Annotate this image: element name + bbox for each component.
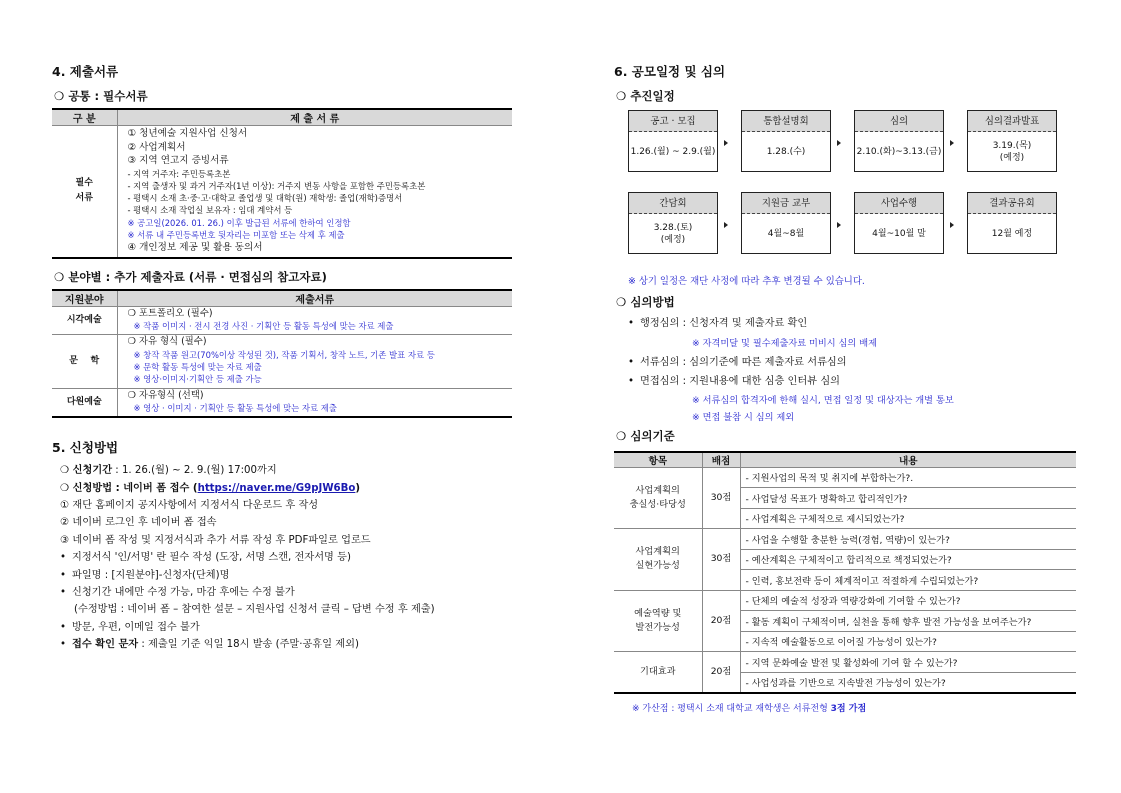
schedule-step-name: 통합설명회 (742, 111, 830, 132)
arrow-right-icon (724, 222, 728, 228)
schedule-step-date: 4월~10월 말 (872, 228, 926, 239)
apply-bullet-text: 지정서식 '인/서명' 란 필수 작성 (도장, 서명 스캔, 전자서명 등) (72, 552, 351, 564)
criteria-question: - 지역 문화예술 발전 및 활성화에 기여 할 수 있는가? (740, 652, 1076, 673)
doc-review: • 서류심의 : 심의기준에 따른 제출자료 서류심의 (628, 356, 847, 368)
field-row (52, 306, 512, 335)
apply-bullet-text: 파일명 : [지원분야]-신청자(단체)명 (72, 569, 230, 581)
criteria-item: 사업계획의 충실성·타당성 (614, 467, 702, 529)
criteria-table (614, 451, 1076, 694)
criteria-item: 사업계획의 실현가능성 (614, 529, 702, 591)
schedule-step-name: 공고 · 모집 (629, 111, 717, 132)
criteria-title: ❍ 심의기준 (616, 428, 675, 443)
apply-method-close: ) (355, 482, 361, 494)
criteria-header-contents: 내용 (740, 452, 1076, 468)
doc-item: ② 사업계획서 (127, 141, 186, 153)
admin-review: • 행정심의 : 신청자격 및 제출자료 확인 (628, 318, 808, 329)
field-header-field: 지원분야 (52, 290, 117, 307)
schedule-step-date: 4월~8월 (767, 228, 805, 239)
confirm-value: : 제출일 기준 익일 18시 발송 (주말·공휴일 제외) (138, 639, 359, 651)
category-cell (52, 126, 117, 258)
criteria-score: 30점 (702, 529, 740, 591)
schedule-step (967, 110, 1057, 172)
criteria-question: - 인력, 홍보전략 등이 체계적이고 적절하게 수립되었는가? (740, 570, 1076, 591)
edit-method: (수정방법 : 네이버 폼 – 참여한 설문 – 지원사업 신청서 클릭 – 답변 수정 후 제출) (74, 604, 435, 616)
apply-period (52, 462, 512, 479)
bonus-note-bold: 3점 가점 (830, 703, 867, 714)
naver-form-link[interactable]: https://naver.me/G9pJW6Bo (197, 482, 356, 494)
field-doc-line: ❍ 포트폴리오 (필수) (127, 307, 213, 319)
schedule-step (628, 110, 718, 172)
admin-review-note: ※ 자격미달 및 필수제출자료 미비시 심의 배제 (692, 337, 877, 349)
field-doc-line: ※ 창작 작품 원고(70%이상 작성된 것), 작품 기획서, 창작 노트, 기존 발표 자료 등 (133, 349, 435, 360)
common-docs-title: ❍ 공통 : 필수서류 (54, 89, 148, 103)
schedule-step-name: 결과공유회 (968, 193, 1056, 214)
schedule-step (854, 110, 944, 172)
apply-bullet: • 신청기간 내에만 수정 가능, 마감 후에는 수정 불가 (60, 587, 295, 598)
apply-method (52, 480, 512, 497)
schedule-step-name: 지원금 교부 (742, 193, 830, 214)
apply-bullet-text: 방문, 우편, 이메일 접수 불가 (72, 621, 200, 633)
schedule-step-name: 사업수행 (855, 193, 943, 214)
criteria-score: 30점 (702, 467, 740, 529)
apply-period-value: : 1. 26.(월) ~ 2. 9.(월) 17:00까지 (112, 465, 277, 477)
apply-step: ② 네이버 로그인 후 네이버 폼 접속 (60, 517, 217, 529)
confirm-label: 접수 확인 문자 (72, 639, 139, 651)
left-column (52, 62, 512, 654)
criteria-question: - 활동 계획이 구체적이며, 실천을 통해 향후 발전 가능성을 보여주는가? (740, 611, 1076, 632)
doc-item: - 지역 거주자: 주민등록초본 (127, 168, 231, 179)
criteria-row (614, 590, 1076, 611)
apply-step: ③ 네이버 폼 작성 및 지정서식과 추가 서류 작성 후 PDF파일로 업로드 (60, 534, 371, 546)
apply-bullet: • 지정서식 '인/서명' 란 필수 작성 (도장, 서명 스캔, 전자서명 등) (60, 552, 351, 564)
bonus-note (614, 702, 1076, 716)
schedule-note: ※ 상기 일정은 재단 사정에 따라 추후 변경될 수 있습니다. (628, 276, 865, 287)
field-row (52, 388, 512, 417)
right-column (614, 62, 1076, 716)
schedule-step (741, 110, 831, 172)
criteria-header-score: 배점 (702, 452, 740, 468)
field-name: 문 학 (52, 335, 117, 388)
apply-step: ① 재단 홈페이지 공지사항에서 지정서식 다운로드 후 작성 (60, 499, 319, 511)
criteria-row (614, 529, 1076, 550)
criteria-row (614, 467, 1076, 488)
interview-note: ※ 면접 불참 시 심의 제외 (692, 411, 795, 423)
doc-item: ① 청년예술 지원사업 신청서 (127, 128, 248, 139)
criteria-item: 기대효과 (614, 652, 702, 693)
apply-bullet: • 방문, 우편, 이메일 접수 불가 (60, 621, 200, 633)
schedule-step (628, 192, 718, 254)
schedule-step-name: 심의 (855, 111, 943, 132)
doc-item: - 지역 출생자 및 과거 거주자(1년 이상): 거주지 변동 사항을 포함한 주민등록초본 (127, 180, 426, 191)
doc-item: ※ 서류 내 주민등록번호 뒷자리는 미포함 또는 삭제 후 제출 (127, 229, 345, 240)
doc-item: - 평택시 소재 초·중·고·대학교 졸업생 및 대학(원) 재학생: 졸업(재학)증명서 (127, 193, 403, 204)
schedule-step (741, 192, 831, 254)
criteria-question: - 사업계획은 구체적으로 제시되었는가? (740, 508, 1076, 529)
section-6-title: 6. 공모일정 및 심의 (614, 64, 726, 79)
criteria-question: - 지속적 예술활동으로 이어질 가능성이 있는가? (740, 631, 1076, 652)
field-doc-line: ※ 문학 활동 특성에 맞는 자료 제출 (133, 361, 262, 372)
apply-bullet: • 파일명 : [지원분야]-신청자(단체)명 (60, 569, 230, 581)
field-docs (117, 335, 512, 388)
doc-item: - 평택시 소재 작업실 보유자 : 임대 계약서 등 (127, 205, 293, 216)
field-doc-line: ※ 작품 이미지 · 전시 전경 사진 · 기획안 등 활동 특성에 맞는 자료 제출 (133, 321, 394, 332)
field-row (52, 335, 512, 388)
category-line: 필수 (75, 178, 93, 189)
apply-period-label: ❍ 신청기간 (60, 465, 113, 477)
admin-review-text: 행정심의 : 신청자격 및 제출자료 확인 (640, 318, 808, 329)
schedule-step-date: 2.10.(화)~3.13.(금) (856, 146, 942, 157)
schedule-flow (614, 110, 1076, 270)
schedule-step-date: 3.28.(토) (예정) (653, 222, 693, 245)
field-docs-table (52, 289, 512, 418)
arrow-right-icon (837, 140, 841, 146)
arrow-right-icon (724, 140, 728, 146)
field-docs (117, 306, 512, 335)
criteria-item: 예술역량 및 발전가능성 (614, 590, 702, 652)
interview-review: • 면접심의 : 지원내용에 대한 심층 인터뷰 심의 (628, 376, 841, 387)
apply-bullet-text: 신청기간 내에만 수정 가능, 마감 후에는 수정 불가 (72, 587, 295, 598)
schedule-step-date: 3.19.(목) (예정) (992, 140, 1032, 163)
schedule-step-date: 1.28.(수) (766, 146, 806, 157)
schedule-title: ❍ 추진일정 (616, 89, 675, 103)
arrow-right-icon (950, 140, 954, 146)
category-line: 서류 (75, 193, 93, 204)
common-docs-table (52, 108, 512, 259)
schedule-step-name: 간담회 (629, 193, 717, 214)
field-doc-line: ❍ 자유 형식 (필수) (127, 336, 207, 348)
interview-review-text: 면접심의 : 지원내용에 대한 심층 인터뷰 심의 (640, 376, 841, 387)
apply-method-label: ❍ 신청방법 : 네이버 폼 접수 ( (60, 482, 198, 494)
criteria-question: - 예산계획은 구체적이고 합리적으로 책정되었는가? (740, 549, 1076, 570)
table-header-docs: 제 출 서 류 (117, 109, 512, 126)
schedule-step-name: 심의결과발표 (968, 111, 1056, 132)
field-doc-line: ※ 영상 · 이미지 · 기획안 등 활동 특성에 맞는 자료 제출 (133, 402, 337, 413)
criteria-question: - 사업달성 목표가 명확하고 합리적인가? (740, 488, 1076, 509)
section-4-title: 4. 제출서류 (52, 64, 119, 79)
field-doc-line: ※ 영상·이미지·기획안 등 제출 가능 (133, 374, 262, 385)
schedule-step (854, 192, 944, 254)
field-name: 다원예술 (52, 388, 117, 417)
arrow-right-icon (950, 222, 954, 228)
table-header-category: 구 분 (52, 109, 117, 126)
schedule-step-date: 1.26.(월) ~ 2.9.(월) (630, 146, 716, 157)
apply-confirm: • 접수 확인 문자 : 제출일 기준 익일 18시 발송 (주말·공휴일 제외) (60, 639, 359, 651)
schedule-step (967, 192, 1057, 254)
doc-item: ③ 지역 연고지 증빙서류 (127, 155, 229, 166)
criteria-score: 20점 (702, 590, 740, 652)
doc-item: ④ 개인정보 제공 및 활용 동의서 (127, 242, 263, 254)
criteria-question: - 단체의 예술적 성장과 역량강화에 기여할 수 있는가? (740, 590, 1076, 611)
field-header-docs: 제출서류 (117, 290, 512, 307)
interview-note: ※ 서류심의 합격자에 한해 실시, 면접 일정 및 대상자는 개별 통보 (692, 394, 954, 406)
arrow-right-icon (837, 222, 841, 228)
criteria-question: - 사업을 수행할 충분한 능력(경험, 역량)이 있는가? (740, 529, 1076, 550)
field-name: 시각예술 (52, 306, 117, 335)
doc-review-text: 서류심의 : 심의기준에 따른 제출자료 서류심의 (640, 356, 847, 368)
field-docs (117, 388, 512, 417)
criteria-score: 20점 (702, 652, 740, 693)
criteria-question: - 사업성과를 기반으로 지속발전 가능성이 있는가? (740, 672, 1076, 693)
common-docs-list (117, 126, 512, 258)
criteria-row (614, 652, 1076, 673)
bonus-note-text: ※ 가산점 : 평택시 소재 대학교 재학생은 서류전형 (632, 703, 831, 714)
criteria-header-item: 항목 (614, 452, 702, 468)
field-doc-line: ❍ 자유형식 (선택) (127, 389, 204, 401)
doc-item: ※ 공고일(2026. 01. 26.) 이후 발급된 서류에 한하여 인정함 (127, 217, 351, 228)
section-5-title: 5. 신청방법 (52, 440, 119, 456)
criteria-question: - 지원사업의 목적 및 취지에 부합하는가?. (740, 467, 1076, 488)
schedule-step-date: 12월 예정 (991, 228, 1033, 239)
field-docs-title: ❍ 분야별 : 추가 제출자료 (서류 · 면접심의 참고자료) (54, 269, 327, 284)
review-method-title: ❍ 심의방법 (616, 295, 675, 309)
